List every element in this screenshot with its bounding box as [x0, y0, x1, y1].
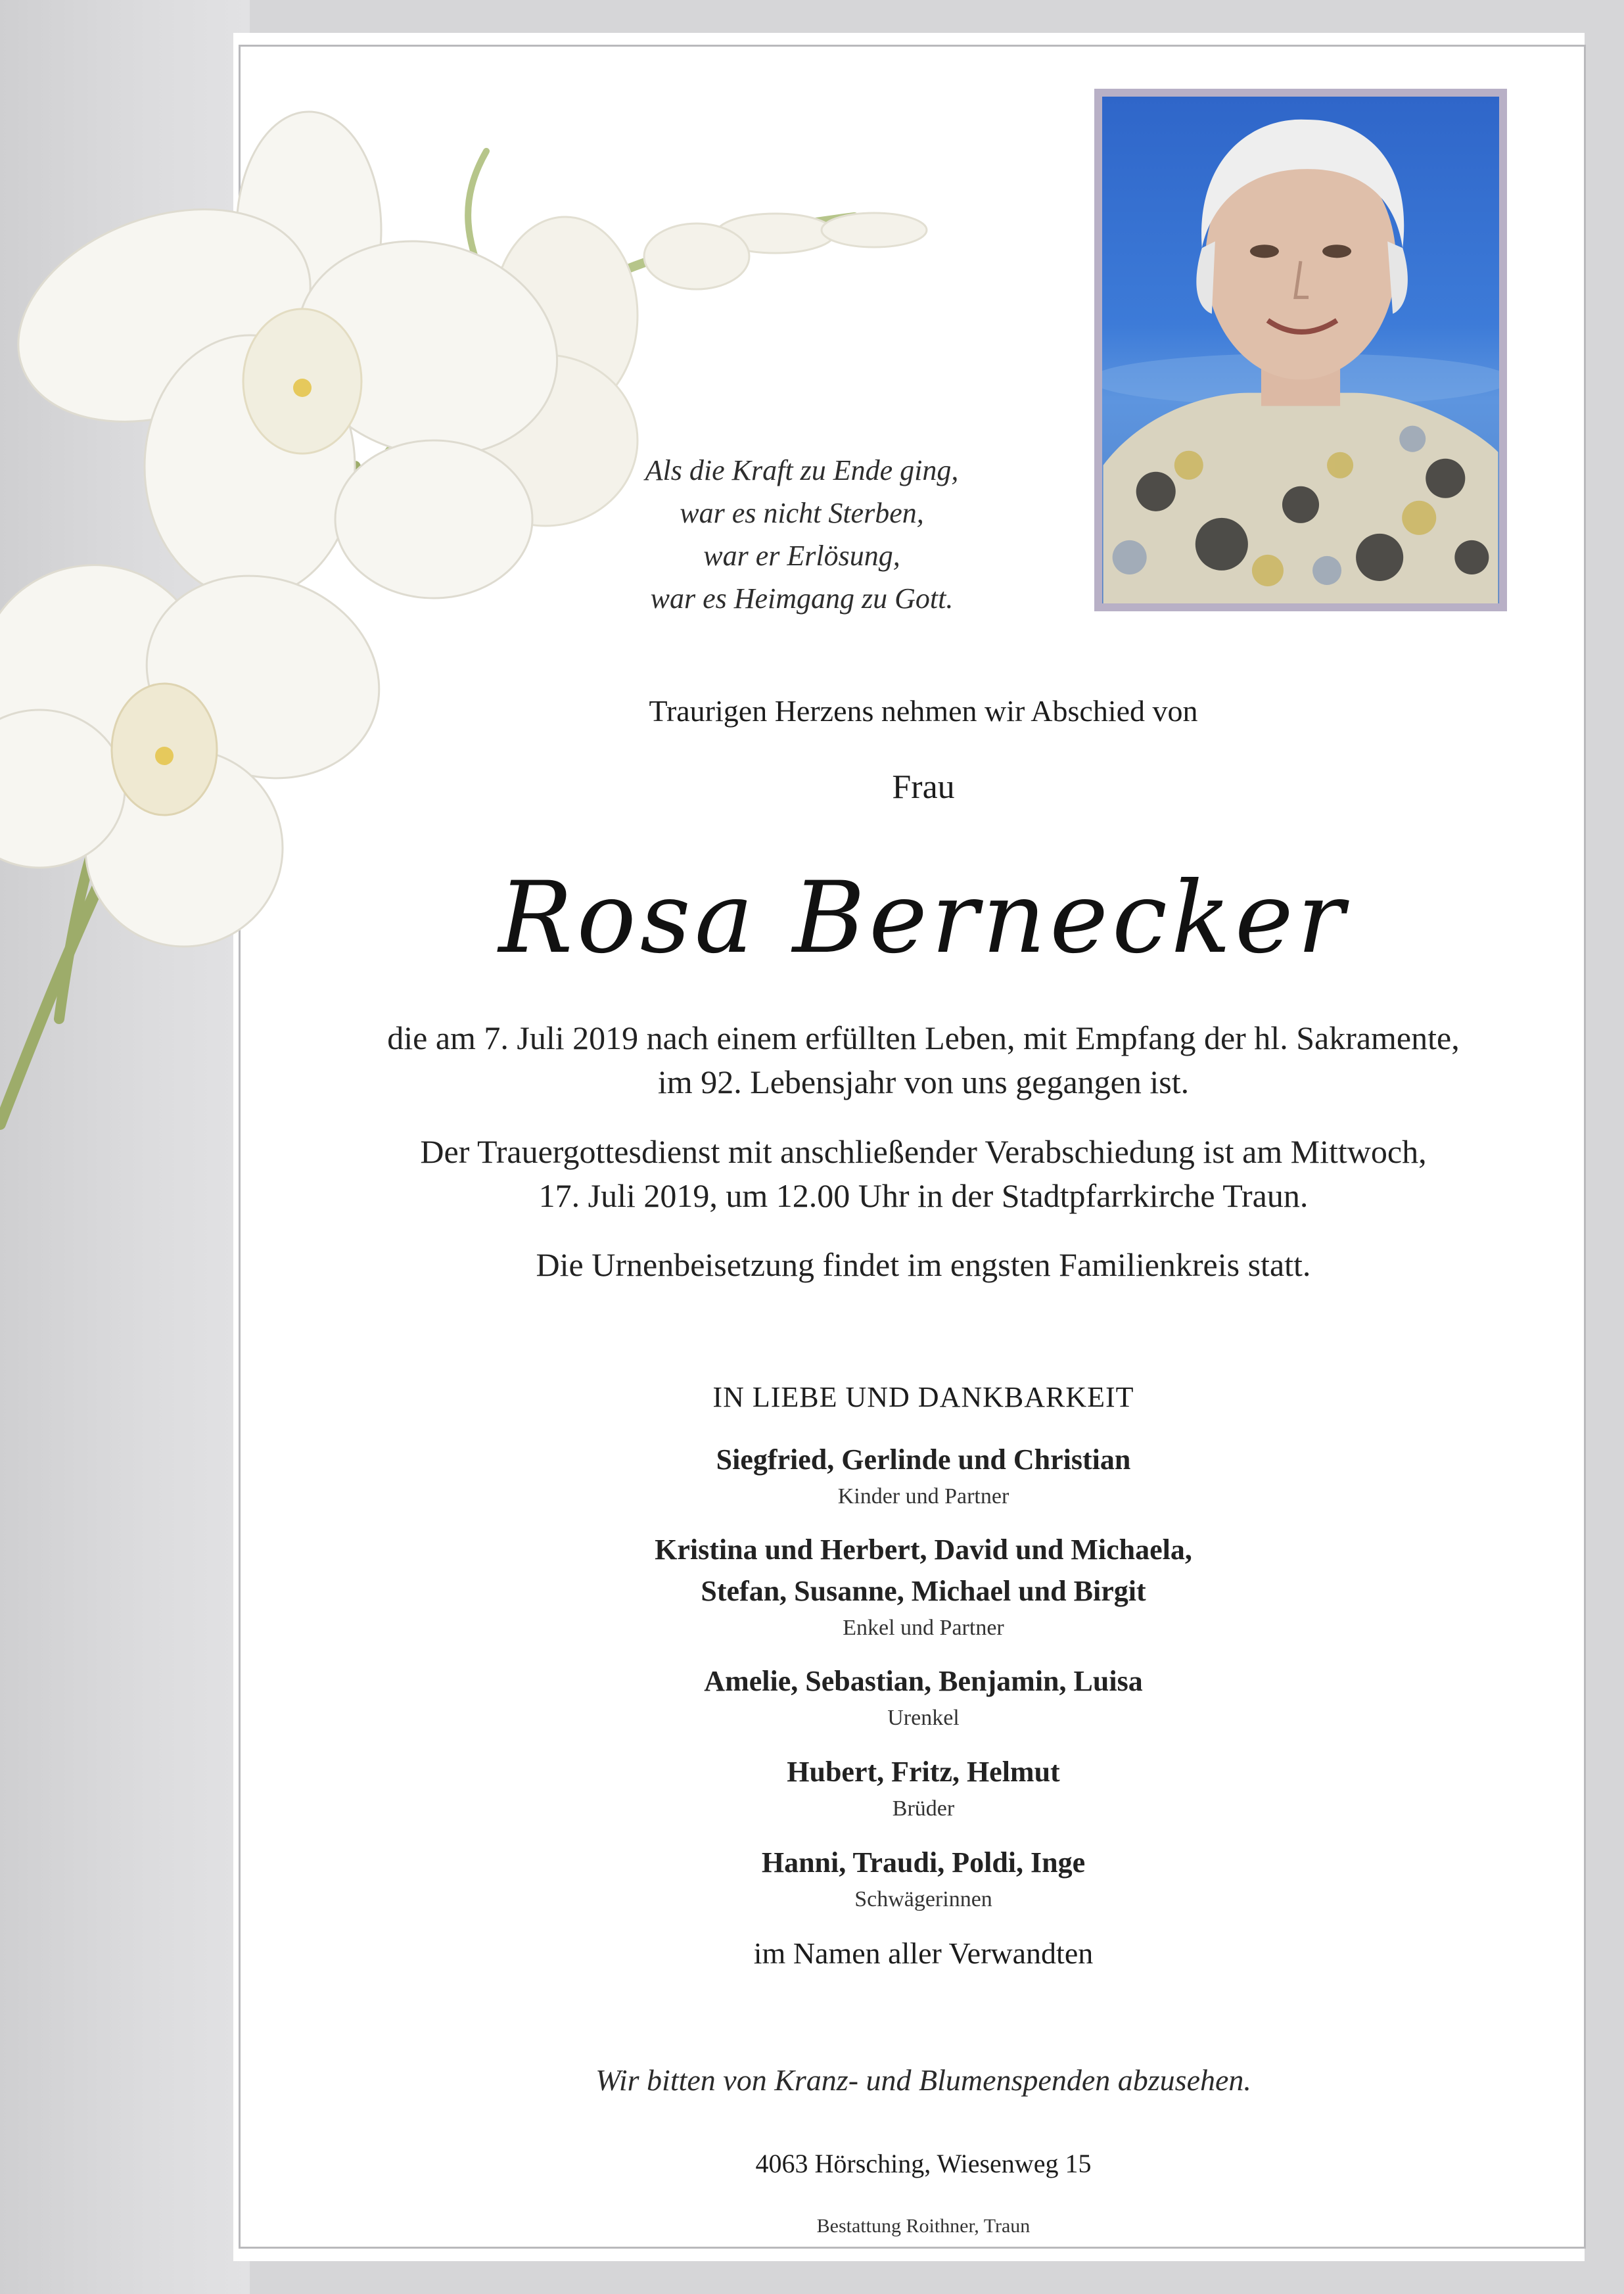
- mourner-relation: Enkel und Partner: [843, 1616, 1004, 1640]
- mourner-relation: Schwägerinnen: [854, 1887, 992, 1911]
- mourner-names: Siegfried, Gerlinde und Christian: [716, 1443, 1131, 1476]
- obituary-text: [250, 0, 1597, 2294]
- salutation: Frau: [892, 768, 955, 806]
- service-notice-line: 17. Juli 2019, um 12.00 Uhr in der Stadtpfarrkirche Traun.: [538, 1177, 1309, 1214]
- verse-line: war es nicht Sterben,: [680, 497, 924, 529]
- mourner-relation: Brüder: [892, 1796, 955, 1821]
- closing-line: im Namen aller Verwandten: [753, 1936, 1094, 1970]
- deceased-name: Rosa Bernecker: [498, 861, 1349, 975]
- death-notice-line: im 92. Lebensjahr von uns gegangen ist.: [657, 1064, 1190, 1100]
- mourners-heading: IN LIEBE UND DANKBARKEIT: [712, 1381, 1134, 1413]
- mourner-names: Hubert, Fritz, Helmut: [787, 1756, 1060, 1788]
- mourner-names: Stefan, Susanne, Michael und Birgit: [701, 1575, 1146, 1607]
- burial-notice: Die Urnenbeisetzung findet im engsten Familienkreis statt.: [536, 1246, 1311, 1283]
- death-notice-line: die am 7. Juli 2019 nach einem erfüllten Leben, mit Empfang der hl. Sakramente,: [387, 1019, 1460, 1056]
- mourner-names: Amelie, Sebastian, Benjamin, Luisa: [704, 1665, 1143, 1697]
- verse-line: war er Erlösung,: [703, 540, 900, 572]
- verse-line: war es Heimgang zu Gott.: [650, 582, 954, 615]
- verse-line: Als die Kraft zu Ende ging,: [645, 454, 959, 486]
- service-notice-line: Der Trauergottesdienst mit anschließender Verabschiedung ist am Mittwoch,: [420, 1133, 1427, 1170]
- intro-line: Traurigen Herzens nehmen wir Abschied von: [649, 694, 1198, 728]
- address: 4063 Hörsching, Wiesenweg 15: [755, 2149, 1092, 2178]
- mourner-relation: Urenkel: [887, 1706, 960, 1730]
- mourner-names: Kristina und Herbert, David und Michaela,: [655, 1533, 1192, 1566]
- mourner-names: Hanni, Traudi, Poldi, Inge: [761, 1846, 1086, 1879]
- flower-request: Wir bitten von Kranz- und Blumenspenden abzusehen.: [595, 2063, 1251, 2097]
- mourner-relation: Kinder und Partner: [837, 1484, 1009, 1509]
- undertaker: Bestattung Roithner, Traun: [816, 2215, 1031, 2237]
